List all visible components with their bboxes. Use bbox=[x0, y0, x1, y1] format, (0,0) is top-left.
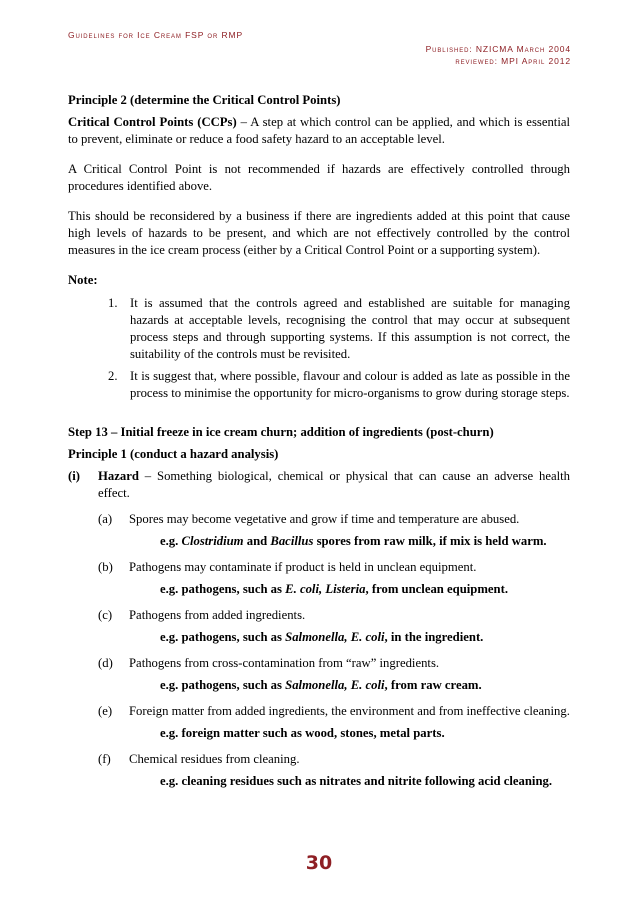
hazard-item-text: Pathogens from cross-contamination from “raw” ingredients. bbox=[129, 656, 440, 670]
hazard-item bbox=[68, 703, 570, 720]
example-text: and bbox=[243, 534, 271, 548]
note-item-number: 2. bbox=[108, 369, 118, 383]
hazard-item-letter: (f) bbox=[98, 752, 111, 766]
example-text: e.g. cleaning residues such as nitrates and nitrite following acid cleaning. bbox=[160, 774, 553, 788]
example-text: , from raw cream. bbox=[384, 678, 482, 692]
note-label: Note: bbox=[68, 273, 98, 287]
note-item-text: It is assumed that the controls agreed and established are suitable for managing hazards at acceptable levels, recognising the control that may occur at subsequent process steps and through supporting systems. If this assumption is not correct, the suitability of the controls must be revisited. bbox=[130, 296, 570, 361]
hazard-item bbox=[68, 655, 570, 672]
hazard-example bbox=[68, 725, 570, 742]
hazard-example bbox=[68, 773, 570, 790]
ccp-definition bbox=[68, 114, 570, 148]
ccp-definition-text: – A step at which control can be applied, and which is essential to prevent, eliminate or reduce a food safety hazard to an acceptable level. bbox=[68, 115, 570, 146]
example-text: spores from raw milk, if mix is held warm. bbox=[313, 534, 547, 548]
example-organism: Salmonella, E. coli bbox=[285, 630, 385, 644]
hazard-item-text: Pathogens from added ingredients. bbox=[129, 608, 306, 622]
hazard-definition-text: – Something biological, chemical or physical that can cause an adverse health effect. bbox=[98, 469, 570, 500]
step-13-heading: Step 13 – Initial freeze in ice cream churn; addition of ingredients (post-churn) bbox=[68, 425, 494, 439]
page-number: 30 bbox=[305, 852, 333, 874]
hazard-term: Hazard bbox=[98, 469, 139, 483]
hazard-item-text: Spores may become vegetative and grow if time and temperature are abused. bbox=[129, 512, 520, 526]
running-header-reviewed: reviewed: MPI April 2012 bbox=[455, 56, 571, 66]
hazard-item-text: Chemical residues from cleaning. bbox=[129, 752, 300, 766]
example-organism: E. coli, Listeria bbox=[285, 582, 366, 596]
ccp-term: Critical Control Points (CCPs) bbox=[68, 115, 237, 129]
example-text: , from unclean equipment. bbox=[365, 582, 509, 596]
hazard-item-letter: (b) bbox=[98, 560, 113, 574]
example-text: , in the ingredient. bbox=[384, 630, 484, 644]
example-text: e.g. pathogens, such as bbox=[160, 678, 286, 692]
hazard-item-letter: (a) bbox=[98, 512, 113, 526]
example-text: e.g. bbox=[160, 534, 182, 548]
hazard-item-letter: (e) bbox=[98, 704, 113, 718]
ccp-not-recommended-paragraph: A Critical Control Point is not recommended if hazards are effectively controlled through procedures identified above. bbox=[68, 162, 570, 193]
hazard-numeral: (i) bbox=[68, 469, 80, 483]
example-organism: Clostridium bbox=[181, 534, 244, 548]
note-list bbox=[68, 295, 570, 402]
principle-2-heading: Principle 2 (determine the Critical Control Points) bbox=[68, 93, 341, 107]
hazard-list bbox=[68, 511, 570, 790]
hazard-definition bbox=[68, 468, 570, 502]
hazard-example bbox=[68, 533, 570, 550]
example-organism: Bacillus bbox=[270, 534, 314, 548]
hazard-example bbox=[68, 629, 570, 646]
note-item-text: It is suggest that, where possible, flavour and colour is added as late as possible in the process to minimise the opportunity for micro-organisms to grow during storage steps. bbox=[130, 369, 570, 400]
running-header-published: Published: NZICMA March 2004 bbox=[425, 44, 571, 54]
hazard-item-text: Foreign matter from added ingredients, the environment and from ineffective cleaning. bbox=[129, 704, 570, 718]
running-header-title: Guidelines for Ice Cream FSP or RMP bbox=[68, 30, 244, 40]
document-body bbox=[68, 92, 570, 790]
hazard-item bbox=[68, 559, 570, 576]
note-item bbox=[68, 295, 570, 363]
hazard-example bbox=[68, 677, 570, 694]
principle-1-heading: Principle 1 (conduct a hazard analysis) bbox=[68, 447, 279, 461]
hazard-item bbox=[68, 751, 570, 768]
hazard-item-letter: (c) bbox=[98, 608, 113, 622]
hazard-item-letter: (d) bbox=[98, 656, 113, 670]
note-item-number: 1. bbox=[108, 296, 118, 310]
example-text: e.g. pathogens, such as bbox=[160, 630, 286, 644]
hazard-item-text: Pathogens may contaminate if product is held in unclean equipment. bbox=[129, 560, 477, 574]
example-organism: Salmonella, E. coli bbox=[285, 678, 385, 692]
reconsider-paragraph: This should be reconsidered by a business if there are ingredients added at this point that cause high levels of hazards to be present, and which are not effectively controlled by the control measures in the ice cream process (either by a Critical Control Point or a supporting system). bbox=[68, 209, 570, 257]
hazard-example bbox=[68, 581, 570, 598]
example-text: e.g. foreign matter such as wood, stones, metal parts. bbox=[160, 726, 445, 740]
hazard-item bbox=[68, 607, 570, 624]
example-text: e.g. pathogens, such as bbox=[160, 582, 286, 596]
hazard-item bbox=[68, 511, 570, 528]
note-item bbox=[68, 368, 570, 402]
